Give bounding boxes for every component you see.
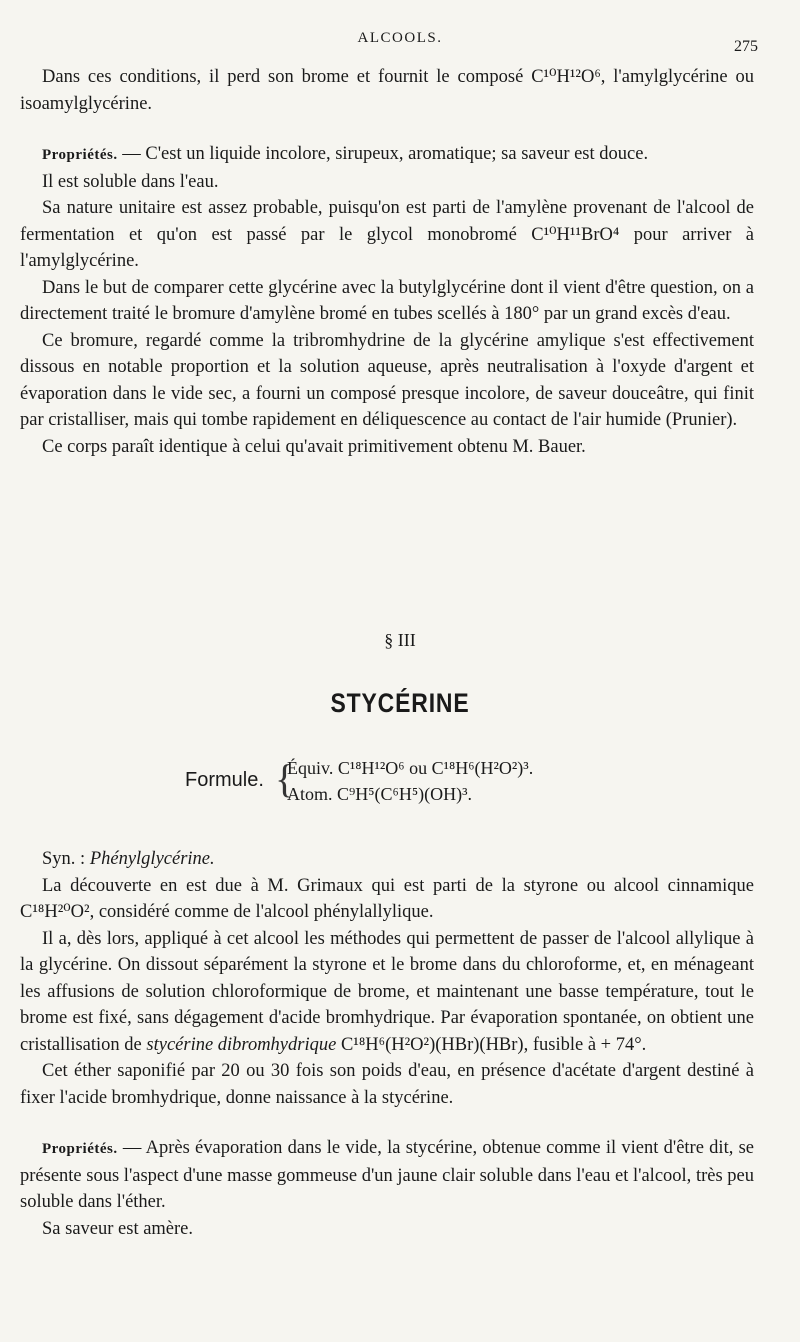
paragraph: Sa nature unitaire est assez probable, puisqu'on est parti de l'amylène provenant de l'alcool de fermentation et qu'on est passé par le glycol monobromé C¹⁰H¹¹BrO⁴ pour arriver à l'amylglycérine. <box>20 198 754 271</box>
synonym-line <box>20 846 754 873</box>
paragraph: Ce bromure, regardé comme la tribromhydrine de la glycérine amylique s'est effectivement dissous en notable proportion et la solution aqueuse, après neutralisation à l'oxyde d'argent et évaporation dans le vide sec, a fourni un composé presque incolore, de saveur douceâtre, qui finit par cristalliser, mais qui tombe rapidement en déliquescence au contact de l'air humide (Prunier). <box>20 330 754 430</box>
formula-label: Formule. <box>185 769 264 791</box>
paragraph: La découverte en est due à M. Grimaux qui est parti de la styrone ou alcool cinnamique C¹⁸H²⁰O², considéré comme de l'alcool phénylallylique. <box>20 875 754 922</box>
formula-equiv: Équiv. C¹⁸H¹²O⁶ ou C¹⁸H⁶(H²O²)³. <box>287 758 534 778</box>
paragraph: Cet éther saponifié par 20 ou 30 fois son poids d'eau, en présence d'acétate d'argent destiné à fixer l'acide bromhydrique, donne naissance à la stycérine. <box>20 1061 754 1108</box>
properties-text: — C'est un liquide incolore, sirupeux, aromatique; sa saveur est douce. <box>117 144 649 164</box>
paragraph: Ce corps paraît identique à celui qu'avait primitivement obtenu M. Bauer. <box>42 436 586 457</box>
paragraph-text-end: C¹⁸H⁶(H²O²)(HBr)(HBr), fusible à + 74°. <box>336 1034 647 1055</box>
formula-atom: Atom. C⁹H⁵(C⁶H⁵)(OH)³. <box>287 784 472 804</box>
synonym-label: Syn. : <box>42 849 90 869</box>
paragraph: Dans ces conditions, il perd son brome et fournit le composé C¹⁰H¹²O⁶, l'amylglycérine ou isoamylglycérine. <box>20 67 754 114</box>
paragraph: Dans le but de comparer cette glycérine avec la butylglycérine dont il vient d'être question, on a directement traité le bromure d'amylène bromé en tubes scellés à 180° par un grand excès d'eau. <box>20 277 754 324</box>
section-title: STYCÉRINE <box>330 688 470 718</box>
properties-paragraph <box>20 1135 754 1216</box>
page-number: 275 <box>734 38 758 55</box>
compound-name: stycérine dibromhydrique <box>146 1034 337 1055</box>
brace: { <box>275 756 295 801</box>
section-number: § III <box>384 630 416 650</box>
properties-paragraph <box>20 141 754 169</box>
top-body <box>20 64 754 460</box>
paragraph <box>20 926 754 1059</box>
formula-lines <box>287 755 707 807</box>
paragraph: Sa saveur est amère. <box>42 1218 194 1239</box>
paragraph-text: Il a, dès lors, appliqué à cet alcool les méthodes qui permettent de passer de l'alcool allylique à la glycérine. On dissout séparément la styrone et le brome dans du chloroforme, et, en ménageant les affusions de solution chloroformique de brome, et maintenant une basse température, tout le brome est fixé, sans dégagement d'acide bromhydrique. Par évaporation spontanée, on obtient une cristallisation de <box>20 928 754 1055</box>
paragraph: Il est soluble dans l'eau. <box>42 171 219 192</box>
bottom-body <box>20 846 754 1242</box>
properties-text: — Après évaporation dans le vide, la stycérine, obtenue comme il vient d'être dit, se présente sous l'aspect d'une masse gommeuse d'un jaune clair soluble dans l'eau et l'alcool, très peu soluble dans l'éther. <box>20 1138 754 1212</box>
properties-heading: Propriétés. <box>42 147 118 163</box>
synonym-name: Phénylglycérine. <box>89 849 215 869</box>
running-head: ALCOOLS. <box>357 30 443 46</box>
properties-heading: Propriétés. <box>42 1141 118 1157</box>
